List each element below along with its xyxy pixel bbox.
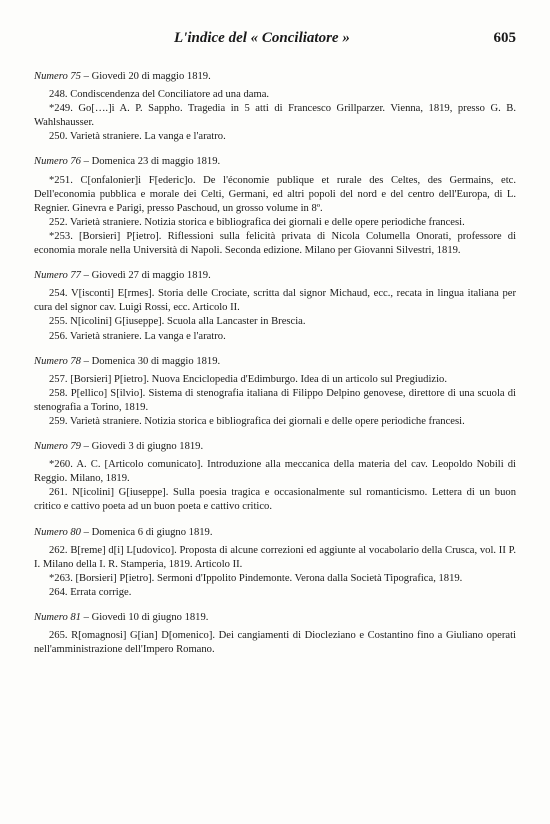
index-item: [34, 486, 516, 514]
index-item: [34, 230, 516, 258]
item-text: B[reme] d[i] L[udovico]. Proposta di alcune correzioni ed aggiunte al vocabolario della Crusca, vol. II P. I. Milano della I. R. Stamperia, 1819. Articolo II.: [34, 544, 516, 570]
issue-heading: [34, 155, 516, 169]
item-number: 258.: [49, 387, 71, 399]
index-item: [34, 572, 516, 586]
item-number: *249.: [49, 103, 79, 115]
running-title: L'indice del « Conciliatore »: [174, 30, 350, 46]
item-text: Go[….]i A. P. Sappho. Tragedia in 5 atti di Francesco Grillparzer. Vienna, 1819, presso G. B. Wahlshausser.: [34, 103, 516, 129]
issue-number: Numero 80: [34, 526, 81, 538]
issue-number: Numero 76: [34, 156, 81, 168]
page-number: 605: [493, 30, 516, 46]
item-number: 256.: [49, 330, 70, 342]
item-text: Errata corrige.: [70, 586, 132, 598]
item-number: 252.: [49, 216, 70, 228]
issue-heading: [34, 269, 516, 283]
item-number: 265.: [49, 630, 72, 642]
item-number: *263.: [49, 572, 76, 584]
item-text: P[ellico] S[ilvio]. Sistema di stenografia italiana di Filippo Delpino genovese, direttore di una scuola di stenografia a Torino, 1819.: [34, 387, 516, 413]
index-item: [34, 387, 516, 415]
index-item: [34, 174, 516, 216]
index-item: [34, 373, 516, 387]
index-item: [34, 287, 516, 315]
item-text: Varietà straniere. Notizia storica e bibliografica dei giornali e delle opere periodiche francesi.: [70, 216, 465, 228]
issue-number: Numero 79: [34, 441, 81, 453]
item-number: 257.: [49, 373, 71, 385]
issue-number: Numero 78: [34, 355, 81, 367]
item-text: A. C. [Articolo comunicato]. Introduzione alla meccanica della materia del cav. Leopoldo Nobili di Reggio. Milano, 1819.: [34, 459, 516, 485]
item-number: 259.: [49, 415, 70, 427]
index-item: [34, 88, 516, 102]
item-text: R[omagnosi] G[ian] D[omenico]. Dei cangiamenti di Diocleziano e Costantino fino a Giuliano operati nell'amministrazione dell'Impero Romano.: [34, 630, 516, 656]
issue-heading: [34, 440, 516, 454]
item-text: Condiscendenza del Conciliatore ad una dama.: [70, 89, 270, 101]
item-text: N[icolini] G[iuseppe]. Scuola alla Lancaster in Brescia.: [70, 316, 306, 328]
running-head: [34, 30, 516, 54]
item-text: [Borsieri] P[ietro]. Nuova Enciclopedia d'Edimburgo. Idea di un articolo sul Pregiudizio.: [70, 373, 448, 385]
index-item: [34, 544, 516, 572]
item-text: Varietà straniere. La vanga e l'aratro.: [70, 330, 226, 342]
item-text: [Borsieri] P[ietro]. Sermoni d'Ippolito Pindemonte. Verona dalla Società Tipografica, 1819.: [75, 572, 463, 584]
index-item: [34, 315, 516, 329]
item-text: [Borsieri] P[ietro]. Riflessioni sulla felicità privata di Nicola Columella Onorati, professore di economia morale nella Università di Napoli. Seconda edizione. Milano per Giovanni Silvestri, 1819.: [34, 230, 517, 257]
issue-number: Numero 81: [34, 612, 81, 623]
item-number: 262.: [49, 544, 71, 556]
item-number: *260.: [49, 459, 77, 471]
item-number: *253.: [49, 230, 80, 242]
issue-date: – Giovedì 3 di giugno 1819.: [80, 441, 204, 453]
issue-date: – Giovedì 27 di maggio 1819.: [80, 270, 211, 282]
item-text: Varietà straniere. Notizia storica e bibliografica dei giornali e delle opere periodiche francesi.: [70, 415, 465, 427]
item-number: 250.: [49, 131, 70, 143]
issue-date: – Giovedì 20 di maggio 1819.: [80, 71, 211, 82]
item-text: C[onfalonier]i F[ederic]o. De l'économie publique et rurale des Celtes, des Germains, etc. Dell'economia pubblica e morale dei Celti, Germani, ed altri popoli del nord e del centro dell'Europa, di L. Regnier. Ginevra e Parigi, presso Paschoud, un grosso volume in 8º.: [34, 174, 516, 214]
issue-heading: [34, 355, 516, 369]
issue-heading: [34, 70, 516, 84]
item-number: 248.: [49, 89, 71, 101]
item-text: V[isconti] E[rmes]. Storia delle Crociate, scritta dal signor Michaud, ecc., recata in lingua italiana per cura del signor cav. Luigi Rossi, ecc. Articolo II.: [34, 288, 516, 314]
index-item: [34, 629, 516, 657]
item-number: 254.: [49, 288, 71, 300]
issue-date: – Domenica 23 di maggio 1819.: [80, 156, 221, 168]
item-number: *251.: [49, 174, 81, 186]
document-page: [34, 30, 516, 657]
issue-number: Numero 75: [34, 71, 81, 82]
index-item: [34, 586, 516, 600]
item-number: 264.: [49, 586, 71, 598]
issue-date: – Domenica 30 di maggio 1819.: [80, 355, 221, 367]
issue-heading: [34, 611, 516, 625]
index-item: [34, 415, 516, 429]
item-text: N[icolini] G[iuseppe]. Sulla poesia tragica e occasionalmente sul romanticismo. Lettera di un buon critico e cattivo poeta ad un buon poeta e cattivo critico.: [34, 487, 516, 513]
issue-date: – Giovedì 10 di giugno 1819.: [80, 612, 209, 623]
index-item: [34, 330, 516, 344]
index-item: [34, 130, 516, 144]
issue-number: Numero 77: [34, 270, 81, 282]
item-number: 261.: [49, 487, 73, 499]
issue-date: – Domenica 6 di giugno 1819.: [80, 526, 213, 538]
issue-heading: [34, 526, 516, 540]
index-item: [34, 216, 516, 230]
index-item: [34, 458, 516, 486]
index-entries: [34, 70, 516, 657]
item-number: 255.: [49, 316, 71, 328]
item-text: Varietà straniere. La vanga e l'aratro.: [70, 131, 226, 143]
index-item: [34, 102, 516, 130]
